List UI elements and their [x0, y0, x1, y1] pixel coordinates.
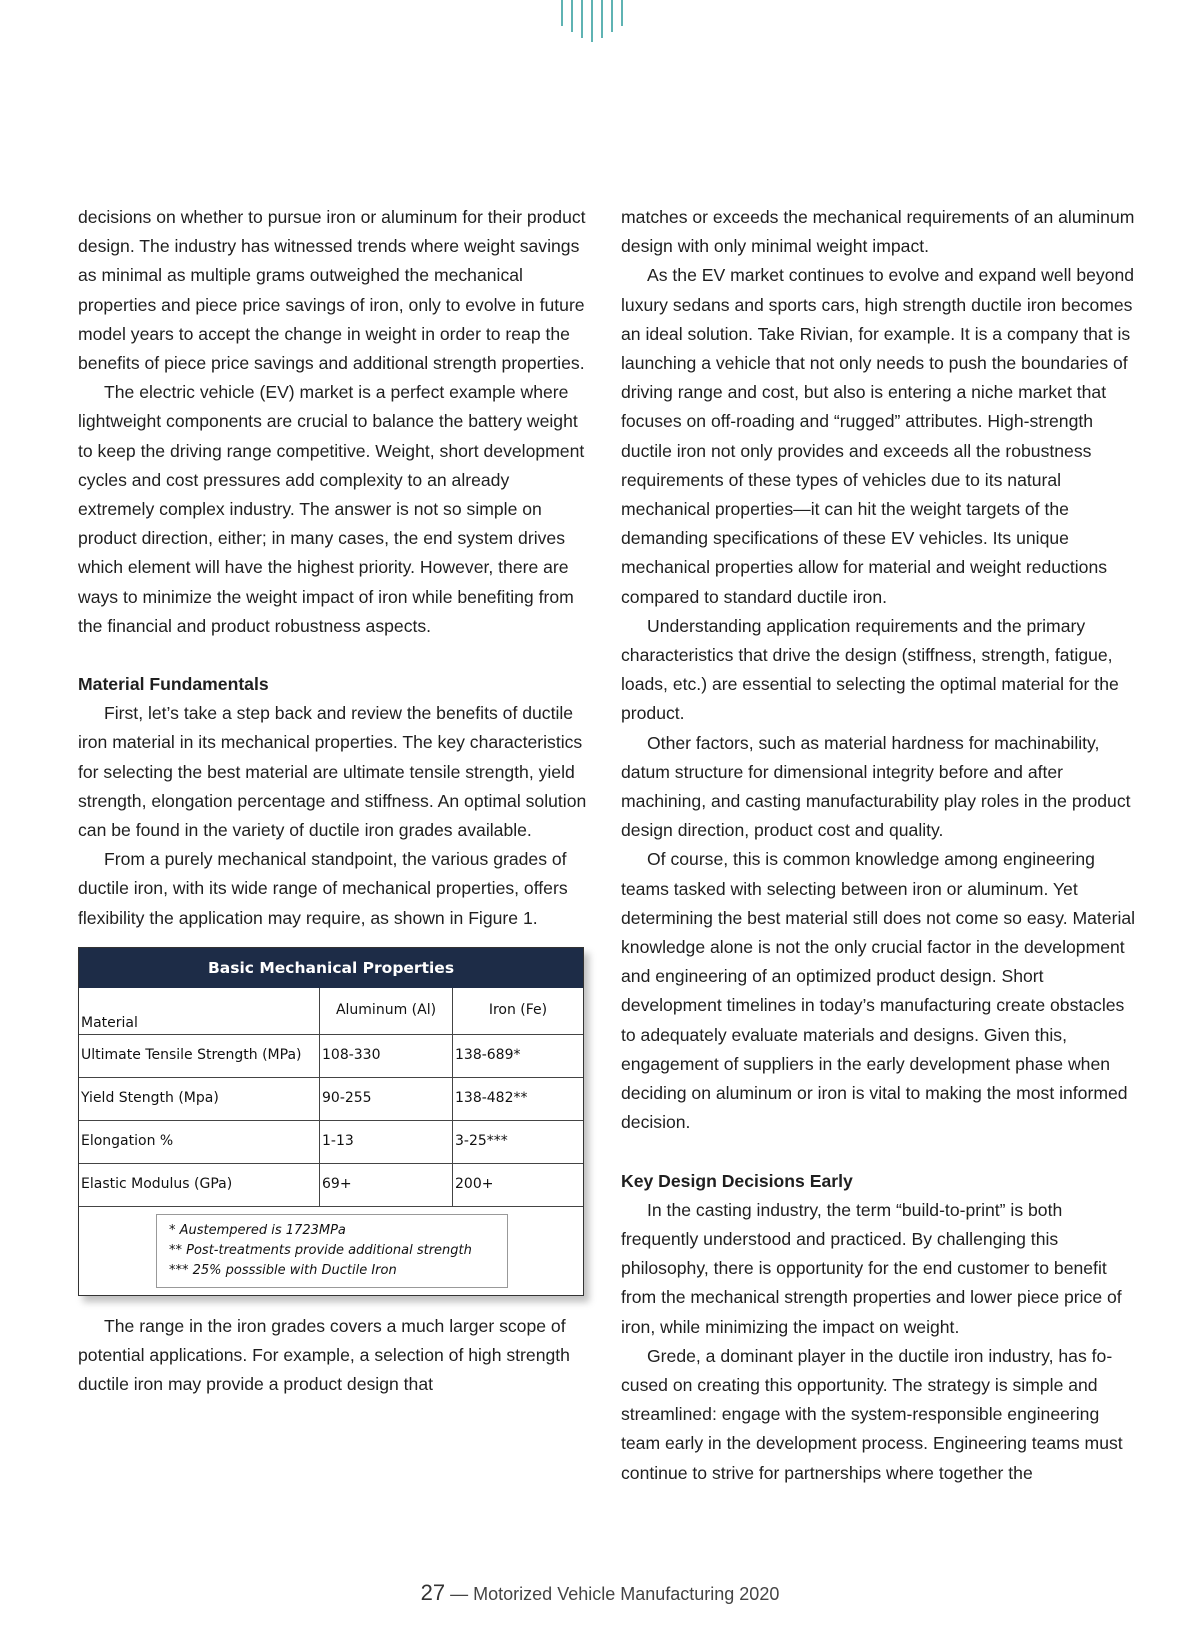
row-property: Elongation %	[79, 1120, 320, 1163]
table-title: Basic Mechanical Properties	[79, 948, 583, 988]
paragraph: Grede, a dominant player in the ductile iron industry, has focused on creating this opportunity. The strategy is simple and streamlined: engage with the system-responsible engineering team early in the development process. Engineering teams must continue to strive for partnerships where together the	[621, 1345, 1123, 1483]
section-heading-material-fundamentals: Material Fundamentals	[78, 674, 269, 695]
row-iron-value: 200+	[453, 1163, 584, 1206]
header-iron: Iron (Fe)	[453, 988, 584, 1035]
footnote: ** Post-treatments provide additional strength	[169, 1242, 472, 1258]
table-notes-area	[79, 1207, 583, 1295]
row-iron-value: 138-689*	[453, 1034, 584, 1077]
row-property: Elastic Modulus (GPa)	[79, 1163, 320, 1206]
header-material: Material	[79, 988, 320, 1035]
table-header-row	[79, 988, 583, 1035]
row-property: Ultimate Tensile Strength (MPa)	[79, 1034, 320, 1077]
header-aluminum: Aluminum (Al)	[320, 988, 453, 1035]
paragraph: The range in the iron grades covers a much larger scope of potential applications. For example, a selection of high strength ductile iron may provide a product design that	[78, 1315, 570, 1395]
footnote: *** 25% posssible with Ductile Iron	[169, 1262, 397, 1278]
table-footnotes	[156, 1214, 508, 1288]
paragraph: First, let’s take a step back and review the benefits of ductile iron material in its mechanical properties. The key characteristics for selecting the best material are ultimate tensile strength, yield strength, elongation percentage and stiffness. An optimal solution can be found in the variety of ductile iron grades available.	[78, 703, 587, 841]
paragraph: In the casting industry, the term “build-to-print” is both frequently understood and practiced. By challenging this philosophy, there is opportunity for the end customer to benefit from the mechanical strength properties and lower piece price of iron, while minimizing the impact on weight.	[621, 1199, 1122, 1337]
left-column	[78, 203, 590, 1399]
page-number: 27	[420, 1580, 446, 1605]
table-row	[79, 1034, 583, 1077]
paragraph: matches or exceeds the mechanical requirements of an aluminum design with only minimal weight impact.	[621, 207, 1135, 257]
footnote: * Austempered is 1723MPa	[169, 1222, 346, 1238]
row-iron-value: 138-482**	[453, 1077, 584, 1120]
figure-1-mechanical-properties-table	[78, 947, 584, 1296]
right-column	[621, 203, 1141, 1488]
paragraph: As the EV market continues to evolve and expand well beyond luxury sedans and sports cars, high strength ductile iron becomes an ideal solution. Take Rivian, for example. It is a company that is launching a vehicle that not only needs to push the boundaries of driving range and cost, but also is entering a niche market that focuses on off-roading and “rugged” attributes. High-strength ductile iron not only provides and exceeds all the robustness requirements of these types of vehicles due to its natural mechanical properties—it can hit the weight targets of the demanding specifications of these EV vehicles. Its unique mechanical properties allow for material and weight reductions compared to standard ductile iron.	[621, 265, 1135, 607]
table-row	[79, 1077, 583, 1120]
page-footer	[0, 1580, 1200, 1606]
paragraph: The electric vehicle (EV) market is a perfect example where lightweight components are crucial to balance the battery weight to keep the driving range competitive. Weight, short development cycles and cost pressures add complexity to an already extremely complex industry. The answer is not so simple on product direction, either; in many cases, the end system drives which element will have the highest priority. However, there are ways to minimize the weight impact of iron while benefiting from the financial and product robustness aspects.	[78, 382, 585, 636]
row-aluminum-value: 1-13	[320, 1120, 453, 1163]
row-aluminum-value: 69+	[320, 1163, 453, 1206]
header-decoration-lines	[560, 0, 640, 48]
paragraph: From a purely mechanical standpoint, the various grades of ductile iron, with its wide range of mechanical properties, offers flexibility the application may require, as shown in Figure 1.	[78, 849, 568, 928]
publication-title: Motorized Vehicle Manufacturing 2020	[473, 1584, 780, 1604]
paragraph: Understanding application requirements and the primary characteristics that drive the design (stiffness, strength, fatigue, loads, etc.) are essential to selecting the optimal material for the product.	[621, 615, 1119, 724]
paragraph: Of course, this is common knowledge among engineering teams tasked with selecting between iron or aluminum. Yet determining the best material still does not come so easy. Material knowledge alone is not the only crucial factor in the development and engineering of an optimized product design. Short development timelines in today’s manufacturing create obstacles to adequately evaluate materials and designs. Given this, engagement of suppliers in the early development phase when deciding on aluminum or iron is vital to making the most informed decision.	[621, 849, 1136, 1133]
paragraph: decisions on whether to pursue iron or aluminum for their product design. The industry has witnessed trends where weight savings as minimal as multiple grams outweighed the mechanical properties and piece price savings of iron, only to evolve in future model years to accept the change in weight in order to reap the benefits of piece price savings and additional strength properties.	[78, 207, 586, 374]
row-iron-value: 3-25***	[453, 1120, 584, 1163]
section-heading-key-design-decisions: Key Design Decisions Early	[621, 1170, 853, 1191]
table-row	[79, 1163, 583, 1206]
paragraph: Other factors, such as material hardness for machinability, datum structure for dimensional integrity before and after machining, and casting manufacturability play roles in the product design direction, product cost and quality.	[621, 732, 1131, 841]
row-property: Yield Stength (Mpa)	[79, 1077, 320, 1120]
table-row	[79, 1120, 583, 1163]
footer-separator: —	[450, 1584, 469, 1604]
row-aluminum-value: 108-330	[320, 1034, 453, 1077]
row-aluminum-value: 90-255	[320, 1077, 453, 1120]
